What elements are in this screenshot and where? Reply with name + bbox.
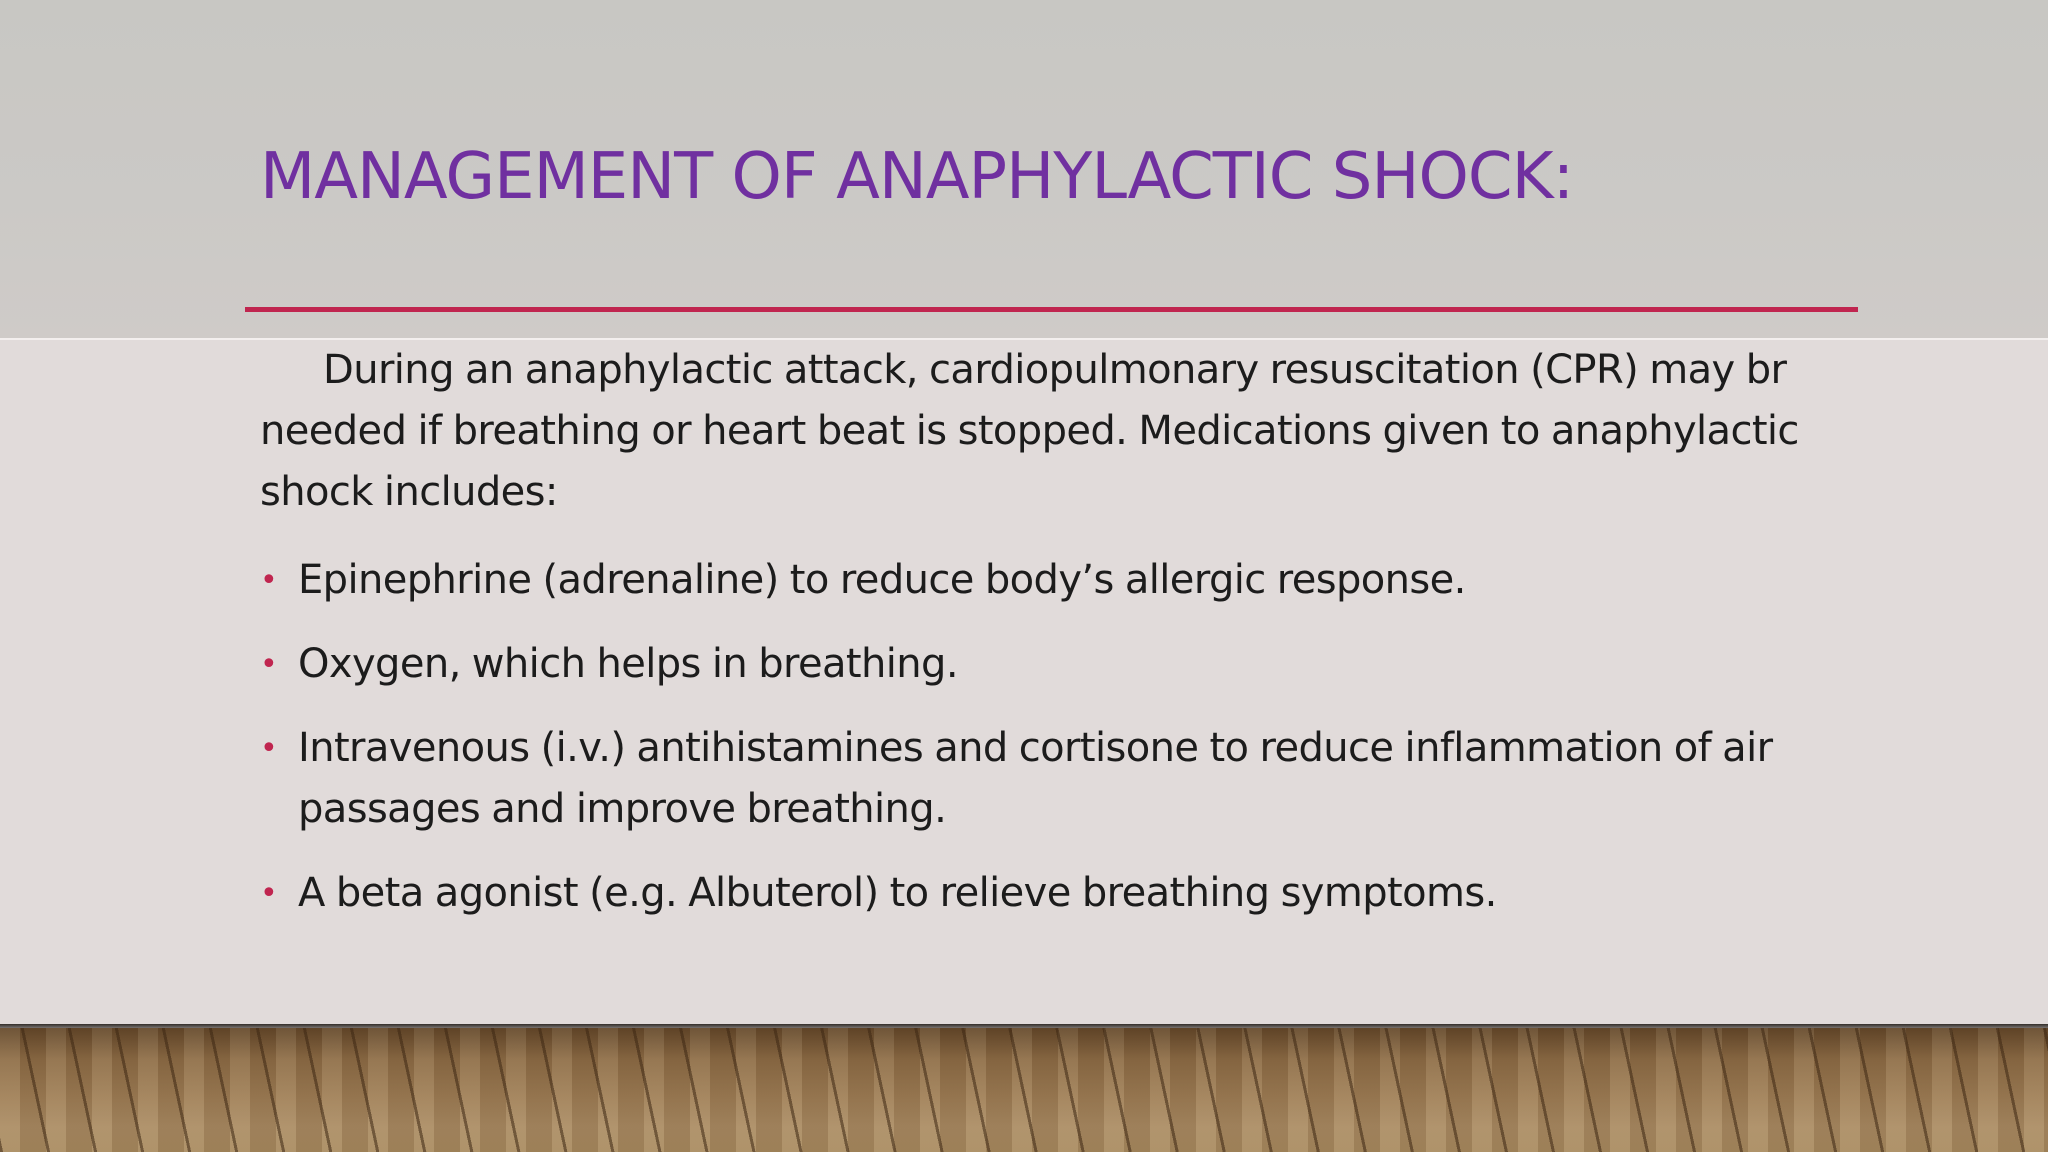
medication-list: [260, 550, 1800, 947]
list-item: [260, 634, 1800, 695]
list-item: [260, 550, 1800, 611]
list-item: [260, 863, 1800, 924]
slide-title: MANAGEMENT OF ANAPHYLACTIC SHOCK:: [260, 140, 1574, 214]
medication-text: Epinephrine (adrenaline) to reduce body’s allergic response.: [298, 557, 1466, 603]
bullet-icon: •: [260, 647, 278, 682]
list-item: [260, 718, 1800, 840]
wood-floor-background: [0, 1028, 2048, 1152]
bullet-icon: •: [260, 731, 278, 766]
medication-text: Oxygen, which helps in breathing.: [298, 641, 958, 687]
medication-text: Intravenous (i.v.) antihistamines and cortisone to reduce inflammation of air passages and improve breathing.: [298, 725, 1773, 832]
bullet-icon: •: [260, 563, 278, 598]
intro-paragraph: During an anaphylactic attack, cardiopulmonary resuscitation (CPR) may br needed if breathing or heart beat is stopped. Medications given to anaphylactic shock includes:: [260, 347, 1799, 515]
title-underline: [245, 307, 1858, 312]
medication-text: A beta agonist (e.g. Albuterol) to relieve breathing symptoms.: [298, 870, 1497, 916]
bullet-icon: •: [260, 876, 278, 911]
